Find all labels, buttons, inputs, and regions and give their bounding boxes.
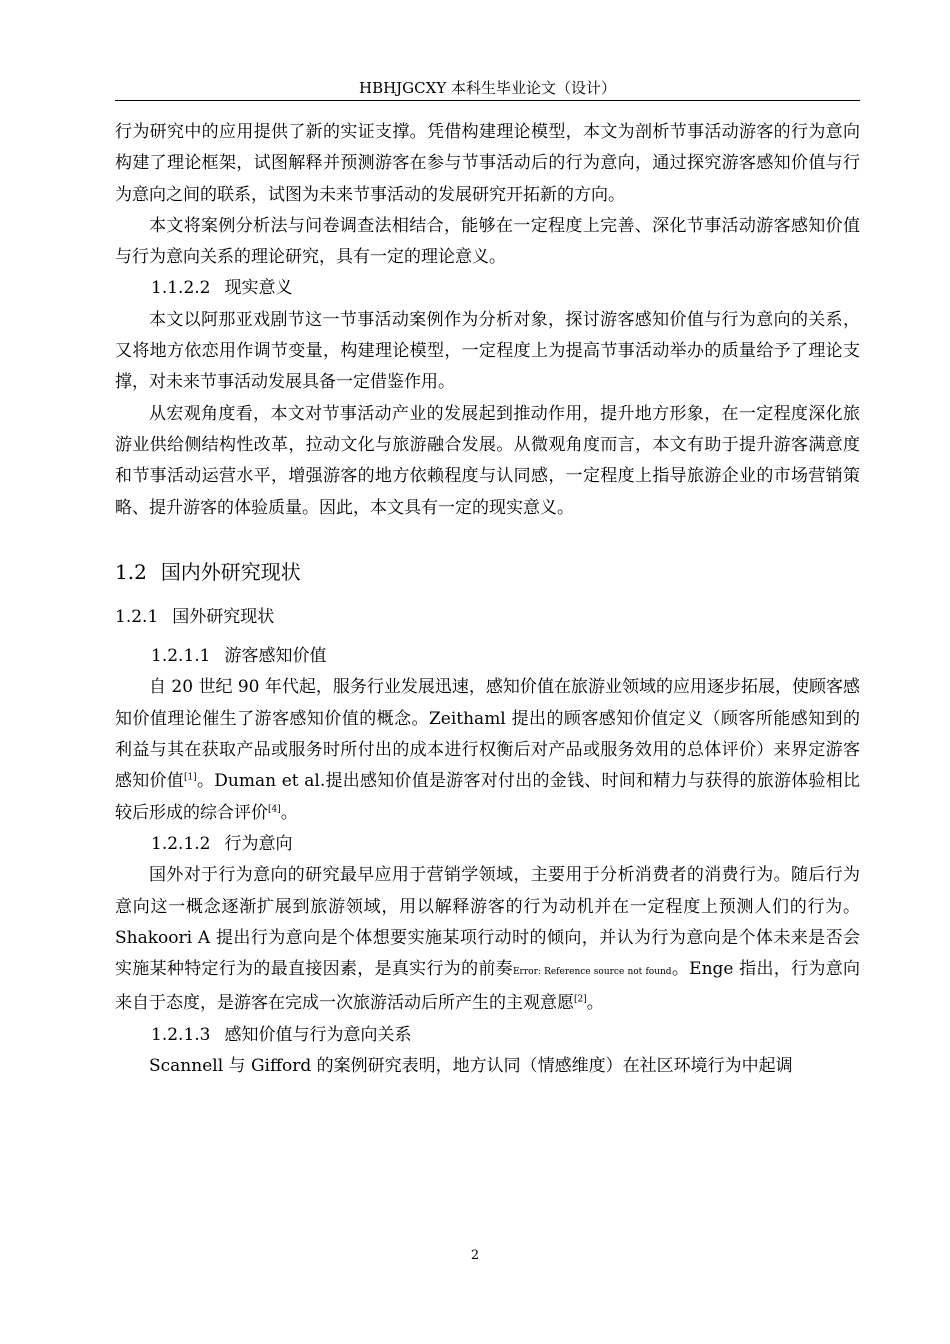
section-heading-1-2-1 [115, 602, 860, 633]
section-heading-1-2 [115, 556, 860, 588]
section-heading-1-2-1-3 [115, 1020, 860, 1051]
section-heading-1-1-2-2 [115, 273, 860, 304]
paragraph: 从宏观角度看，本文对节事活动产业的发展起到推动作用，提升地方形象，在一定程度深化旅游业供给侧结构性改革，拉动文化与旅游融合发展。从微观角度而言，本文有助于提升游客满意度和节事活动运营水平，增强游客的地方依赖程度与认同感，一定程度上指导旅游企业的市场营销策略、提升游客的体验质量。因此，本文具有一定的现实意义。 [115, 403, 860, 518]
paragraph-text: 。Duman et al.提出感知价值是游客对付出的金钱、时间和精力与获得的旅游体验相比较后形成的综合评价 [115, 771, 861, 823]
heading-number: 1.2.1.1 [151, 646, 211, 667]
section-heading-1-2-1-2 [115, 829, 860, 860]
paragraph [115, 672, 860, 828]
paragraph: 本文将案例分析法与问卷调查法相结合，能够在一定程度上完善、深化节事活动游客感知价值与行为意向关系的理论研究，具有一定的理论意义。 [115, 215, 860, 268]
paragraph: Scannell 与 Gifford 的案例研究表明，地方认同（情感维度）在社区环境行为中起调 [149, 1056, 793, 1077]
reference-error-note: Error: Reference source not found [512, 967, 672, 978]
running-header: HBHJGCXY 本科生毕业论文（设计） [358, 79, 616, 97]
paragraph-text: 自 20 世纪 90 年代起，服务行业发展迅速，感知价值在旅游业领域的应用逐步拓展，使顾客感知价值理论催生了游客感知价值的概念。Zeithaml 提出的顾客感知价值定义（顾客所能感知到的利益与其在获取产品或服务时所付出的成本进行权衡后对产品或服务效用的总体评价）来界定游客感知价值 [115, 677, 860, 792]
heading-text: 国内外研究现状 [160, 559, 301, 584]
section-heading-1-2-1-1 [115, 641, 860, 672]
heading-text: 国外研究现状 [172, 606, 275, 627]
paragraph-text: 。 [586, 993, 604, 1014]
citation: [2] [574, 994, 587, 1005]
heading-number: 1.2.1.3 [151, 1024, 211, 1045]
heading-number: 1.2.1 [115, 606, 159, 627]
heading-number: 1.1.2.2 [151, 278, 211, 299]
heading-number: 1.2 [115, 559, 147, 584]
heading-text: 行为意向 [224, 833, 293, 854]
paragraph-text: 。 [280, 802, 298, 823]
heading-text: 现实意义 [224, 278, 293, 299]
paragraph [115, 860, 860, 1019]
paragraph-text: 。Enge 指出，行为意向来自于态度，是游客在完成一次旅游活动后所产生的主观意愿 [115, 959, 860, 1014]
heading-text: 游客感知价值 [224, 646, 327, 667]
paragraph-text: 国外对于行为意向的研究最早应用于营销学领域，主要用于分析消费者的消费行为。随后行为意向这一概念逐渐扩展到旅游领域，用以解释游客的行为动机并在一定程度上预测人们的行为。Shakoori A 提出行为意向是个体想要实施某项行动时的倾向，并认为行为意向是个体未来是否会实施某种特定行为的最直接因素，是真实行为的前奏 [115, 865, 860, 980]
citation: [4] [268, 803, 281, 814]
heading-number: 1.2.1.2 [151, 833, 211, 854]
heading-text: 感知价值与行为意向关系 [224, 1024, 412, 1045]
header-rule [115, 100, 860, 101]
citation: [1] [184, 772, 197, 783]
paragraph: 行为研究中的应用提供了新的实证支撑。凭借构建理论模型，本文为剖析节事活动游客的行为意向构建了理论框架，试图解释并预测游客在参与节事活动后的行为意向，通过探究游客感知价值与行为意向之间的联系，试图为未来节事活动的发展研究开拓新的方向。 [115, 122, 860, 205]
paragraph: 本文以阿那亚戏剧节这一节事活动案例作为分析对象，探讨游客感知价值与行为意向的关系，又将地方依恋用作调节变量，构建理论模型，一定程度上为提高节事活动举办的质量给予了理论支撑，对未来节事活动发展具备一定借鉴作用。 [115, 309, 860, 393]
page-body [115, 117, 860, 1082]
page-number: 2 [470, 1248, 480, 1263]
